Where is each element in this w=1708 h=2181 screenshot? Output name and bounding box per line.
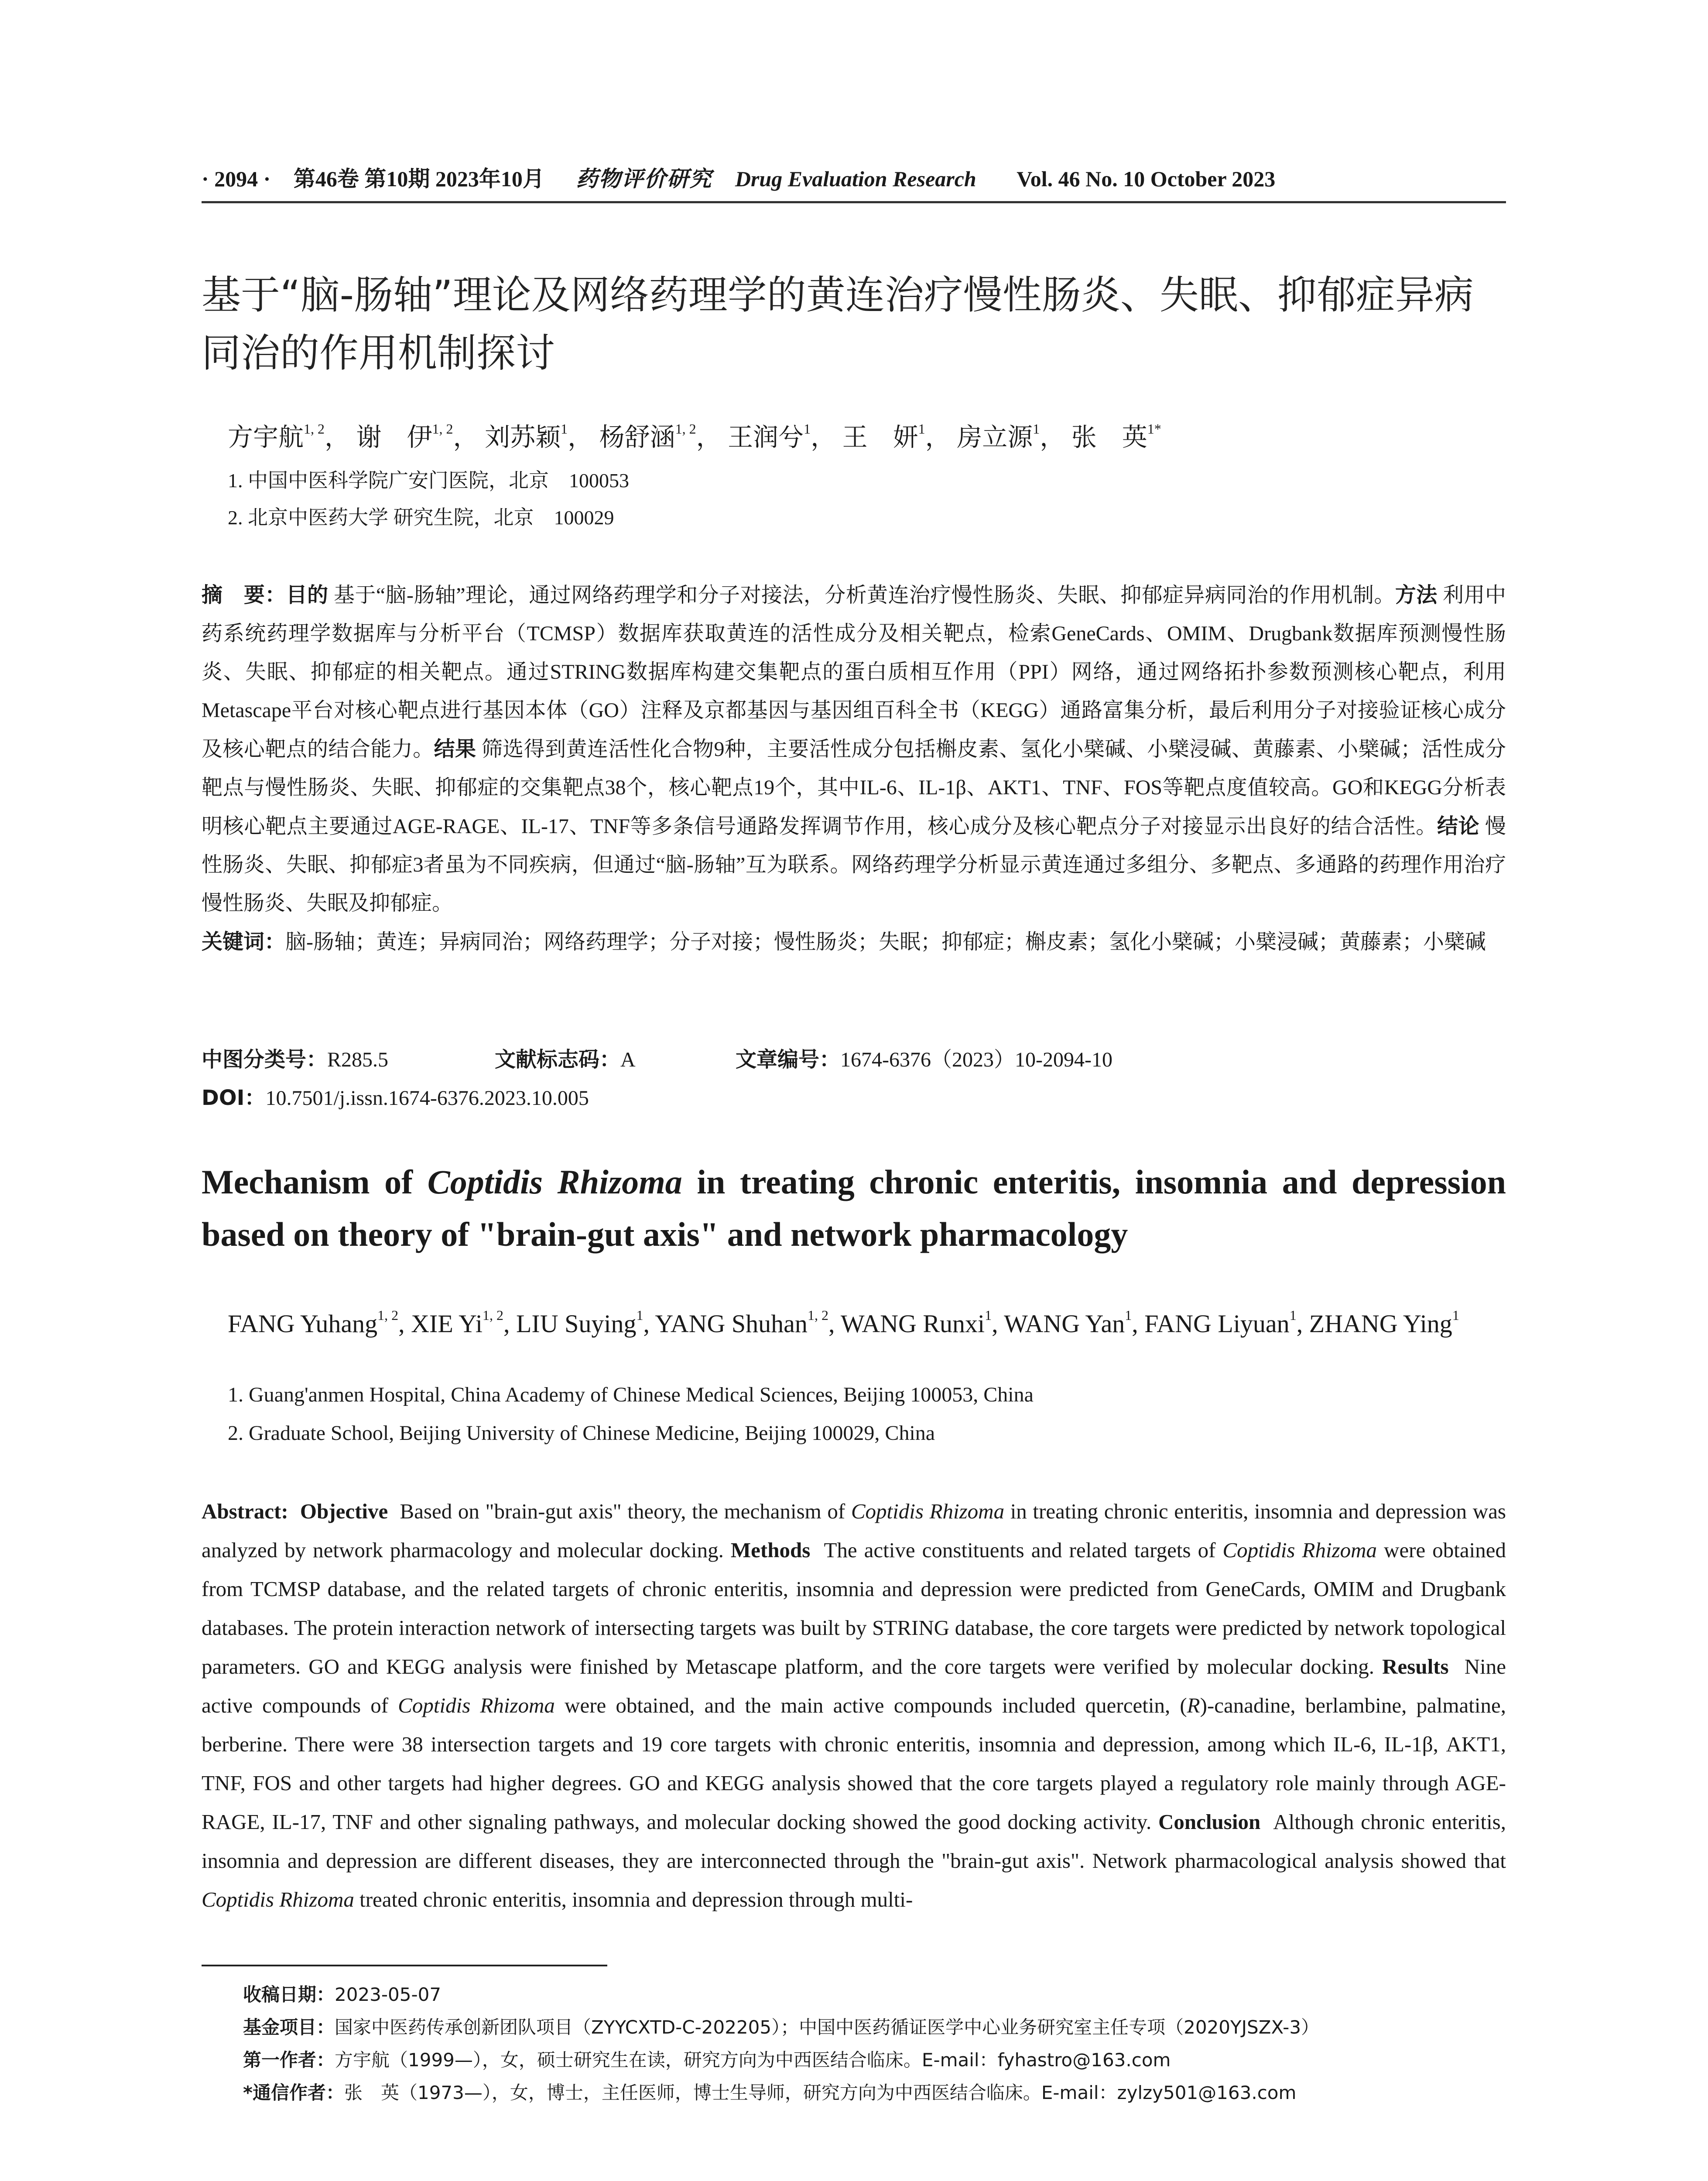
conclusion-label-en: Conclusion (1158, 1810, 1261, 1834)
header-rule (202, 201, 1506, 203)
methods-text-cn: 利用中药系统药理学数据库与分析平台（TCMSP）数据库获取黄连的活性成分及相关靶点，检索GeneCards、OMIM、Drugbank数据库预测慢性肠炎、失眠、抑郁症的相关靶点。通过STRING数据库构建交集靶点的蛋白质相互作用（PPI）网络，通过网络拓扑参数预测核心靶点，利用Metascape平台对核心靶点进行基因本体（GO）注释及京都基因与基因组百科全书（KEGG）通路富集分析，最后利用分子对接验证核心成分及核心靶点的结合能力。 (202, 584, 1506, 761)
methods-label-cn: 方法 (1395, 583, 1438, 607)
abstract-label-cn: 摘 要： (202, 583, 286, 607)
author-en: LIU Suying$^1$, (516, 1307, 655, 1338)
abstract-en: Abstract: Objective Based on "brain-gut axis" theory, the mechanism of Coptidis Rhizoma in treating chronic enteritis, insomnia and depression was analyzed by network pharmacology and molecular docking. Methods The active constituents and related targets of Coptidis Rhizoma were obtained from TCMSP database, and the related targets of chronic enteritis, insomnia and depression were predicted from GeneCards, OMIM and Drugbank databases. The protein interaction network of intersecting targets was built by STRING database, the core targets were predicted by network topological parameters. GO and KEGG analysis were finished by Metascape platform, and the core targets were verified by molecular docking. Results Nine active compounds of Coptidis Rhizoma were obtained, and the main active compounds included quercetin, (R)-canadine, berlambine, palmatine, berberine. There were 38 intersection targets and 19 core targets with chronic enteritis, insomnia and depression, among which IL-6, IL-1β, AKT1, TNF, FOS and other targets had higher degrees. GO and KEGG analysis showed that the core targets played a regulatory role mainly through AGE-RAGE, IL-17, TNF and other signaling pathways, and molecular docking showed the good docking activity. Conclusion Although chronic enteritis, insomnia and depression are different diseases, they are interconnected through the "brain-gut axis". Network pharmacological analysis showed that Coptidis Rhizoma treated chronic enteritis, insomnia and depression through multi- (202, 1499, 1506, 1911)
footnote-first-author: 第一作者：方宇航（1999—），女，硕士研究生在读，研究方向为中西医结合临床。E-mail：fyhastro@163.com (243, 2049, 1171, 2071)
methods-label-en: Methods (730, 1538, 811, 1562)
objective-text-cn: 基于“脑-肠轴”理论，通过网络药理学和分子对接法，分析黄连治疗慢性肠炎、失眠、抑郁症异病同治的作用机制。 (334, 584, 1395, 607)
footnote-rule (202, 1965, 607, 1966)
page-number: · 2094 · (202, 167, 271, 191)
issue-info-cn: 第46卷 第10期 2023年10月 (293, 167, 544, 191)
results-text-cn: 筛选得到黄连活性化合物9种，主要活性成分包括槲皮素、氢化小檗碱、小檗浸碱、黄藤素、小檗碱；活性成分靶点与慢性肠炎、失眠、抑郁症的交集靶点38个，核心靶点19个，其中IL-6、IL-1β、AKT1、TNF、FOS等靶点度值较高。GO和KEGG分析表明核心靶点主要通过AGE-RAGE、IL-17、TNF等多条信号通路发挥调节作用，核心成分及核心靶点分子对接显示出良好的结合活性。 (202, 738, 1506, 838)
abstract-cn (202, 576, 1506, 961)
author-cn: 刘苏颖$^1$， (485, 421, 593, 451)
keywords-cn: 关键词：脑-肠轴；黄连；异病同治；网络药理学；分子对接；慢性肠炎；失眠；抑郁症；槲皮素；氢化小檗碱；小檗浸碱；黄藤素；小檗碱 (202, 930, 1486, 954)
abstract-label-en: Abstract: (202, 1499, 288, 1523)
clc-number: 中图分类号：R285.5 (202, 1047, 389, 1072)
author-cn: 杨舒涵$^{1, 2}$， (599, 421, 722, 451)
author-en: WANG Yan$^1$, (1004, 1307, 1145, 1338)
footnote-corresponding-author: *通信作者：张 英（1973—），女，博士，主任医师，博士生导师，研究方向为中西医结合临床。E-mail：zylzy501@163.com (243, 2082, 1297, 2103)
author-en: FANG Liyuan$^1$, (1144, 1307, 1309, 1338)
issue-info-en: Vol. 46 No. 10 October 2023 (1017, 167, 1276, 191)
document-code: 文献标志码：A (495, 1047, 636, 1072)
author-cn: 张 英$^{1*}$ (1071, 421, 1161, 451)
author-en: XIE Yi$^{1, 2}$, (411, 1307, 516, 1338)
journal-logo: 药物评价研究 (576, 166, 712, 191)
article-number: 文章编号：1674-6376（2023）10-2094-10 (736, 1047, 1112, 1072)
author-en: FANG Yuhang$^{1, 2}$, (228, 1307, 411, 1338)
footnote-received: 收稿日期：2023-05-07 (243, 1984, 442, 2005)
affiliation-cn-2: 2. 北京中医药大学 研究生院，北京 100029 (228, 506, 614, 529)
affiliation-en-2: 2. Graduate School, Beijing University of Chinese Medicine, Beijing 100029, China (228, 1422, 935, 1445)
author-cn: 王润兮$^1$， (728, 421, 836, 451)
running-header (202, 161, 1506, 196)
conclusion-label-cn: 结论 (1437, 814, 1480, 838)
objective-label-en: Objective (300, 1499, 388, 1523)
author-list-cn (228, 417, 1161, 453)
results-label-cn: 结果 (434, 737, 476, 761)
author-en: ZHANG Ying$^1$ (1309, 1307, 1459, 1338)
objective-label-cn: 目的 (286, 583, 329, 607)
article-title-cn: 基于“脑-肠轴”理论及网络药理学的黄连治疗慢性肠炎、失眠、抑郁症异病同治的作用机制探讨 (202, 272, 1474, 376)
author-cn: 王 妍$^1$， (842, 421, 951, 451)
author-list-en (228, 1296, 1506, 1343)
affiliation-en-1: 1. Guang'anmen Hospital, China Academy of Chinese Medical Sciences, Beijing 100053, China (228, 1383, 1034, 1406)
conclusion-text-cn: 慢性肠炎、失眠、抑郁症3者虽为不同疾病，但通过“脑-肠轴”互为联系。网络药理学分析显示黄连通过多组分、多靶点、多通路的药理作用治疗慢性肠炎、失眠及抑郁症。 (202, 815, 1506, 915)
footnote-fund: 基金项目：国家中医药传承创新团队项目（ZYYCXTD-C-202205）；中国中医药循证医学中心业务研究室主任专项（2020YJSZX-3） (243, 2017, 1320, 2038)
doi[interactable]: DOI：10.7501/j.issn.1674-6376.2023.10.005 (202, 1086, 589, 1110)
author-en: YANG Shuhan$^{1, 2}$, (655, 1307, 841, 1338)
author-cn: 方宇航$^{1, 2}$， (228, 421, 350, 451)
author-en: WANG Runxi$^1$, (840, 1307, 1004, 1338)
article-title-en: Mechanism of Coptidis Rhizoma in treating chronic enteritis, insomnia and depression based on theory of "brain-gut axis" and network pharmacology (202, 1163, 1506, 1253)
journal-name-en: Drug Evaluation Research (735, 167, 976, 191)
author-cn: 谢 伊$^{1, 2}$， (356, 421, 479, 451)
affiliation-cn-1: 1. 中国中医科学院广安门医院，北京 100053 (228, 469, 629, 492)
author-cn: 房立源$^1$， (957, 421, 1065, 451)
results-label-en: Results (1382, 1655, 1449, 1678)
classification-row (202, 1043, 1112, 1073)
